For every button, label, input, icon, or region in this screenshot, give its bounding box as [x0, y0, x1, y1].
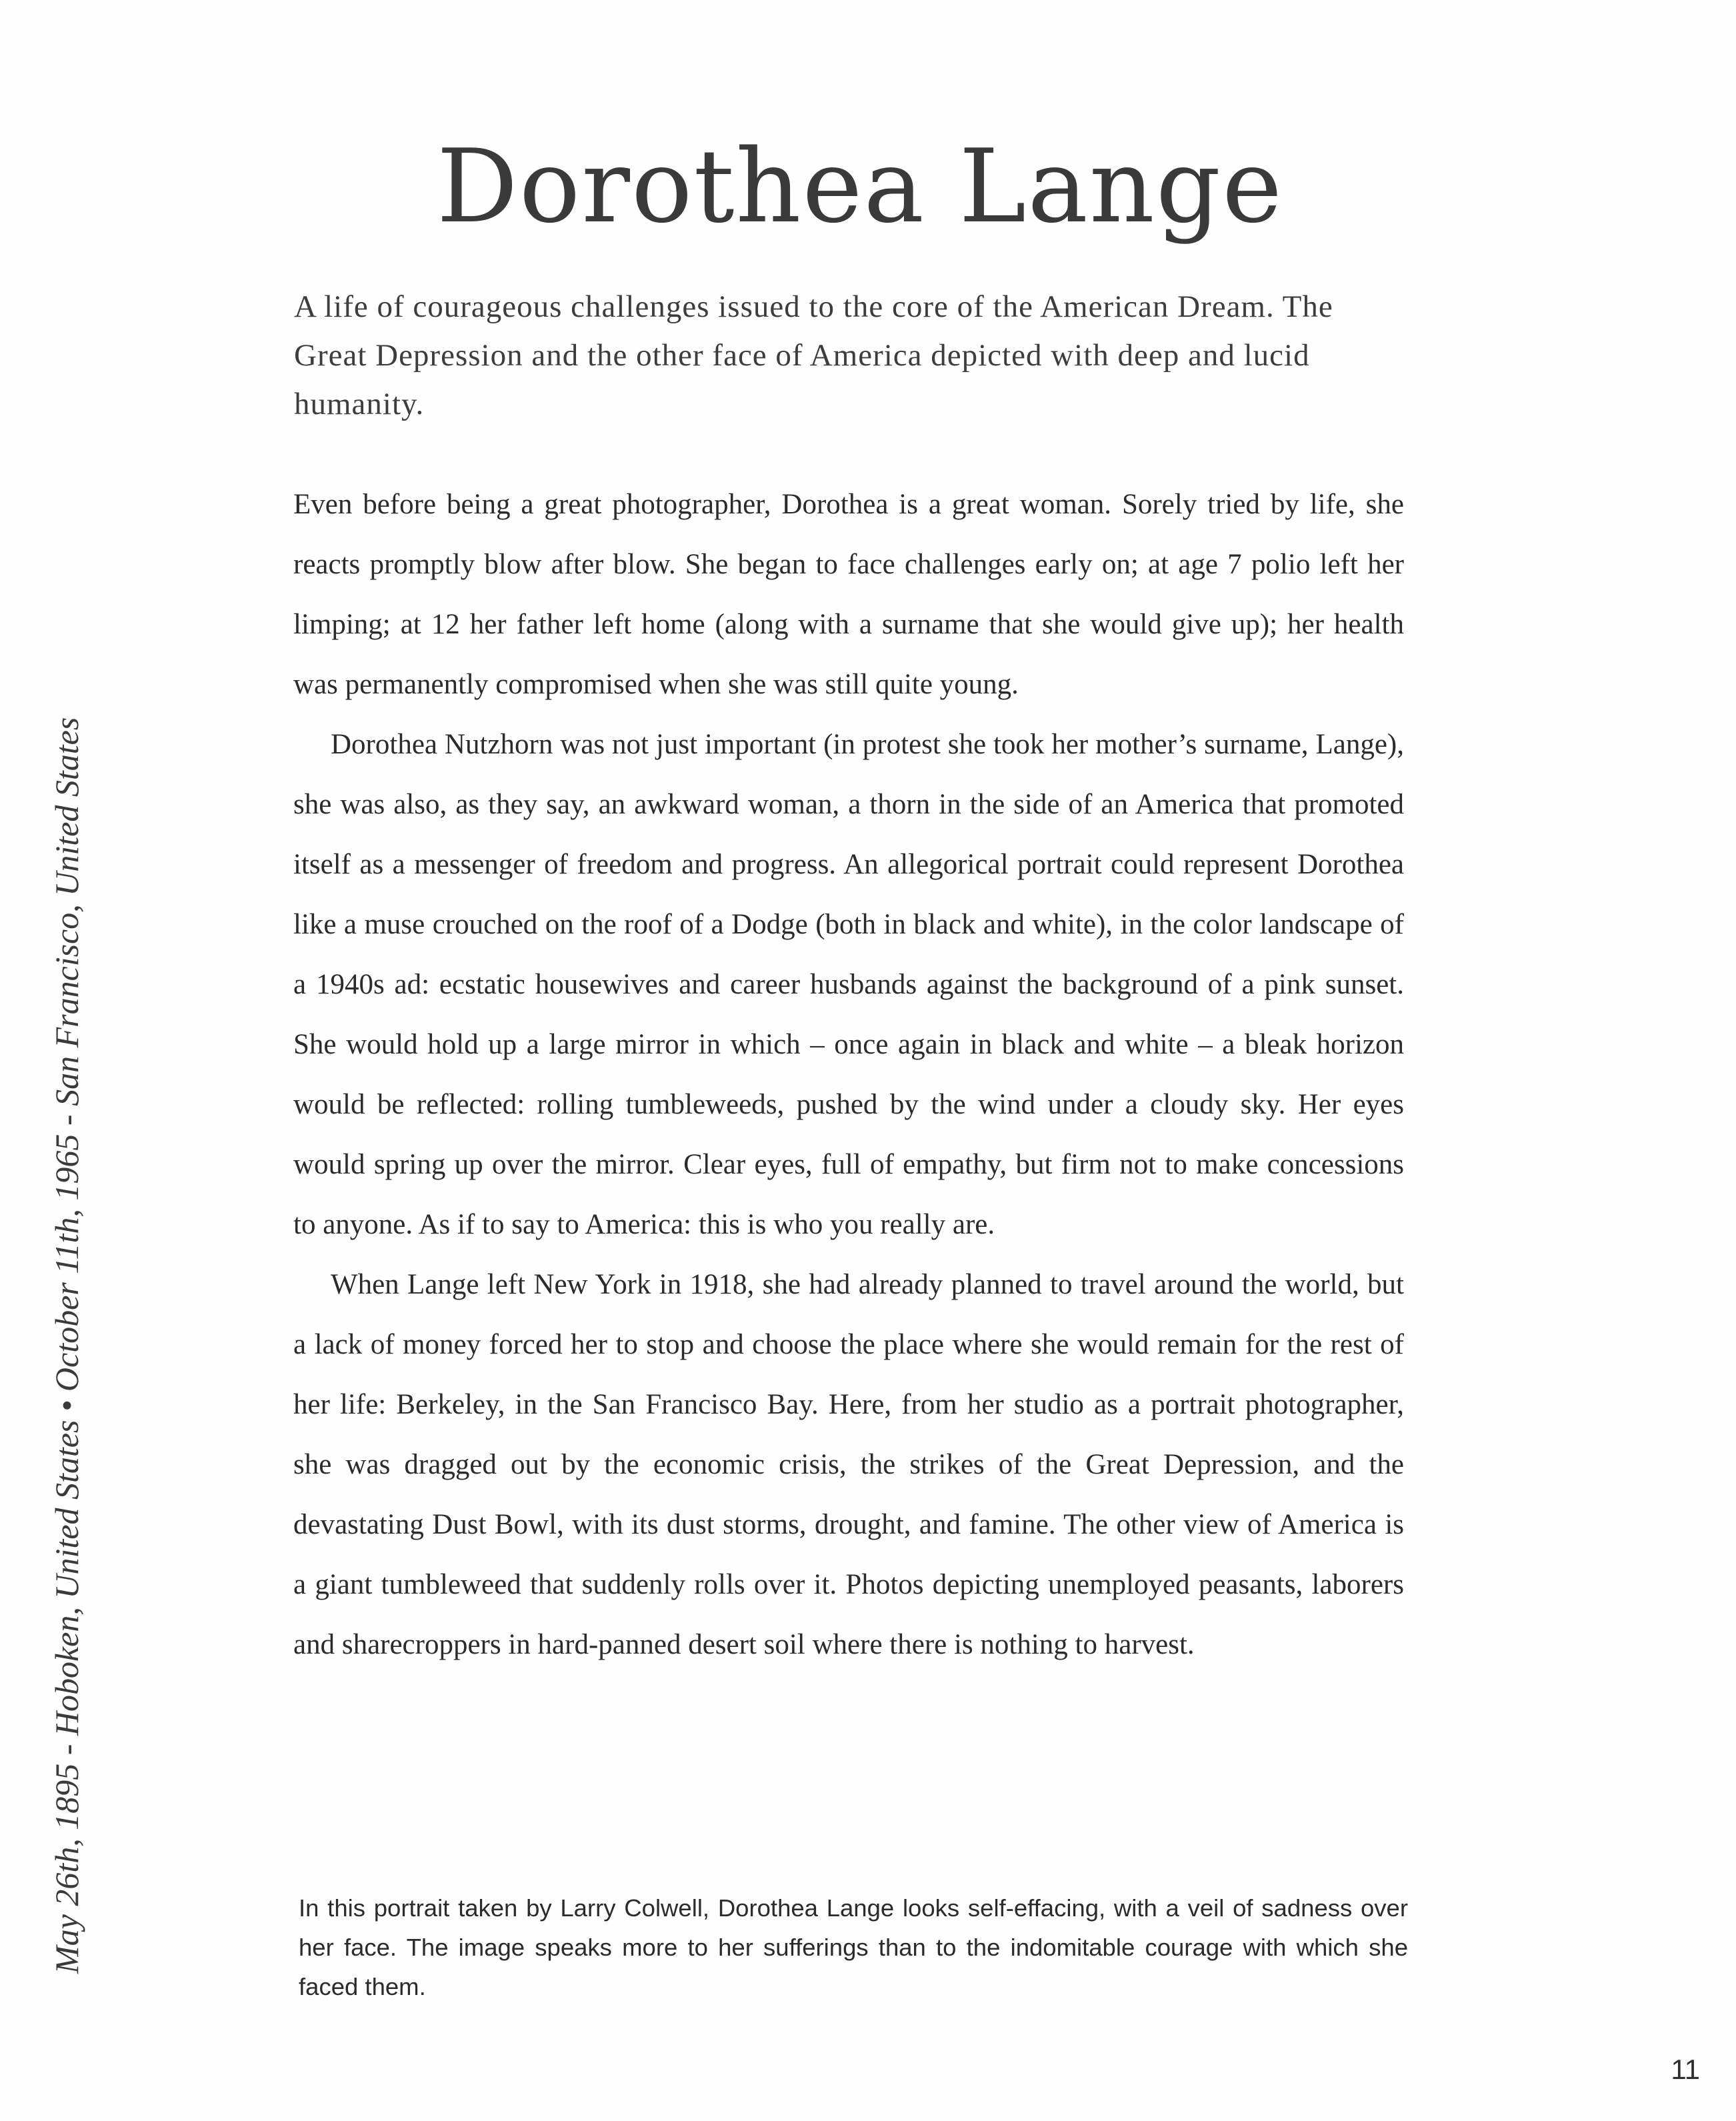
page-title: Dorothea Lange — [436, 127, 1284, 245]
life-dates-sidebar: May 26th, 1895 - Hoboken, United States • October 11th, 1965 - San Francisco, United States — [48, 717, 85, 1974]
article-body — [293, 475, 1404, 1675]
paragraph-3: When Lange left New York in 1918, she had already planned to travel around the world, but a lack of money forced her to stop and choose the place where she would remain for the rest of her life: Berkeley, in the San Francisco Bay. Here, from her studio as a portrait photographer, she was dragged out by the economic crisis, the strikes of the Great Depression, and the devastating Dust Bowl, with its dust storms, drought, and famine. The other view of America is a giant tumbleweed that suddenly rolls over it. Photos depicting unemployed peasants, laborers and sharecroppers in hard-panned desert soil where there is nothing to harvest. — [293, 1269, 1404, 1660]
page-subtitle: A life of courageous challenges issued to the core of the American Dream. The Great Depression and the other face of America depicted with deep and lucid humanity. — [294, 289, 1333, 421]
paragraph-2: Dorothea Nutzhorn was not just important (in protest she took her mother’s surname, Lange), she was also, as they say, an awkward woman, a thorn in the side of an America that promoted itself as a messenger of freedom and progress. An allegorical portrait could represent Dorothea like a muse crouched on the roof of a Dodge (both in black and white), in the color landscape of a 1940s ad: ecstatic housewives and career husbands against the background of a pink sunset. She would hold up a large mirror in which – once again in black and white – a bleak horizon would be reflected: rolling tumbleweeds, pushed by the wind under a cloudy sky. Her eyes would spring up over the mirror. Clear eyes, full of empathy, but firm not to make concessions to anyone. As if to say to America: this is who you really are. — [293, 729, 1404, 1240]
paragraph-1: Even before being a great photographer, Dorothea is a great woman. Sorely tried by life, she reacts promptly blow after blow. She began to face challenges early on; at age 7 polio left her limping; at 12 her father left home (along with a surname that she would give up); her health was permanently compromised when she was still quite young. — [293, 489, 1404, 700]
photo-caption: In this portrait taken by Larry Colwell, Dorothea Lange looks self-effacing, with a veil of sadness over her face. The image speaks more to her sufferings than to the indomitable courage with which she faced them. — [299, 1894, 1408, 2000]
page-number: 11 — [1671, 2054, 1700, 2085]
